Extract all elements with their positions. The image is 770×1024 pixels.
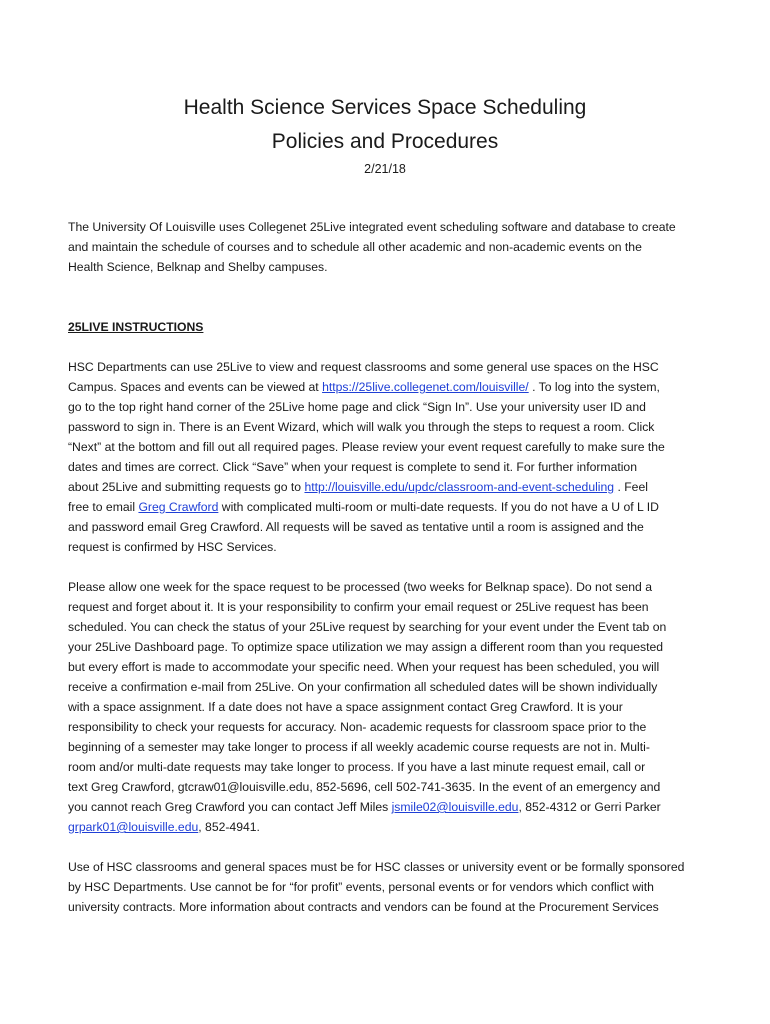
instructions-line	[68, 497, 708, 517]
processing-line: responsibility to check your requests for accuracy. Non- academic requests for classroom space prior to the	[68, 720, 647, 734]
processing-line	[68, 817, 708, 837]
link-email-greg-crawford[interactable]: Greg Crawford	[138, 500, 219, 514]
processing-line: room and/or multi-date requests may take longer to process. If you have a last minute request email, call or	[68, 760, 646, 774]
text-run: Campus. Spaces and events can be viewed at	[68, 380, 323, 394]
usage-paragraph	[68, 857, 708, 917]
document-title-line2: Policies and Procedures	[271, 130, 499, 153]
link-email-jeff-miles[interactable]: jsmile02@louisville.edu	[391, 800, 519, 814]
instructions-line	[68, 377, 708, 397]
instructions-line: go to the top right hand corner of the 25Live home page and click “Sign In”. Use your university user ID and	[68, 400, 646, 414]
usage-line: Use of HSC classrooms and general spaces must be for HSC classes or university event or be formally sponsored	[68, 860, 685, 874]
text-run: you cannot reach Greg Crawford you can contact Jeff Miles	[68, 800, 392, 814]
processing-line: your 25Live Dashboard page. To optimize space utilization we may assign a different room than you requested	[68, 640, 664, 654]
instructions-line: dates and times are correct. Click “Save” when your request is complete to send it. For further information	[68, 460, 637, 474]
instructions-paragraph	[68, 357, 708, 557]
processing-line: beginning of a semester may take longer to process if all weekly academic course requests are not in. Multi-	[68, 740, 650, 754]
intro-paragraph	[68, 217, 708, 277]
section-heading-25live: 25LIVE INSTRUCTIONS	[68, 320, 204, 334]
instructions-line: “Next” at the bottom and fill out all required pages. Please review your event request carefully to make sure the	[68, 440, 665, 454]
intro-line: and maintain the schedule of courses and to schedule all other academic and non-academic events on the	[68, 240, 642, 254]
processing-line: with a space assignment. If a date does not have a space assignment contact Greg Crawford. It is your	[68, 700, 623, 714]
link-classroom-scheduling[interactable]: http://louisville.edu/updc/classroom-and-event-scheduling	[304, 480, 615, 494]
text-run: , 852-4312 or Gerri Parker	[518, 800, 661, 814]
processing-line: receive a confirmation e-mail from 25Live. On your confirmation all scheduled dates will be shown individually	[68, 680, 658, 694]
link-25live-site[interactable]: https://25live.collegenet.com/louisville/	[322, 380, 529, 394]
text-run: with complicated multi-room or multi-date requests. If you do not have a U of L ID	[218, 500, 659, 514]
text-run: , 852-4941.	[198, 820, 260, 834]
processing-line: text Greg Crawford, gtcraw01@louisville.edu, 852-5696, cell 502-741-3635. In the event of an emergency and	[68, 780, 661, 794]
text-run: about 25Live and submitting requests go to	[68, 480, 305, 494]
document-title-line1: Health Science Services Space Scheduling	[183, 96, 587, 119]
processing-line: request and forget about it. It is your responsibility to confirm your email request or 25Live request has been	[68, 600, 649, 614]
processing-line	[68, 797, 708, 817]
text-run: . To log into the system,	[528, 380, 660, 394]
instructions-line: HSC Departments can use 25Live to view and request classrooms and some general use spaces on the HSC	[68, 360, 659, 374]
intro-line: Health Science, Belknap and Shelby campuses.	[68, 260, 328, 274]
processing-paragraph	[68, 577, 708, 837]
instructions-line: and password email Greg Crawford. All requests will be saved as tentative until a room is assigned and the	[68, 520, 644, 534]
processing-line: but every effort is made to accommodate your specific need. When your request has been scheduled, you will	[68, 660, 660, 674]
instructions-line: request is confirmed by HSC Services.	[68, 540, 277, 554]
usage-line: university contracts. More information about contracts and vendors can be found at the Procurement Services	[68, 900, 659, 914]
instructions-line	[68, 477, 708, 497]
text-run: free to email	[68, 500, 139, 514]
instructions-line: password to sign in. There is an Event Wizard, which will walk you through the steps to request a room. Click	[68, 420, 655, 434]
usage-line: by HSC Departments. Use cannot be for “for profit” events, personal events or for vendors which conflict with	[68, 880, 654, 894]
text-run: . Feel	[614, 480, 648, 494]
processing-line: Please allow one week for the space request to be processed (two weeks for Belknap space). Do not send a	[68, 580, 652, 594]
intro-line: The University Of Louisville uses Collegenet 25Live integrated event scheduling software and database to create	[68, 220, 676, 234]
link-email-gerri-parker[interactable]: grpark01@louisville.edu	[68, 820, 199, 834]
processing-line: scheduled. You can check the status of your 25Live request by searching for your event under the Event tab on	[68, 620, 667, 634]
document-date: 2/21/18	[364, 162, 406, 176]
